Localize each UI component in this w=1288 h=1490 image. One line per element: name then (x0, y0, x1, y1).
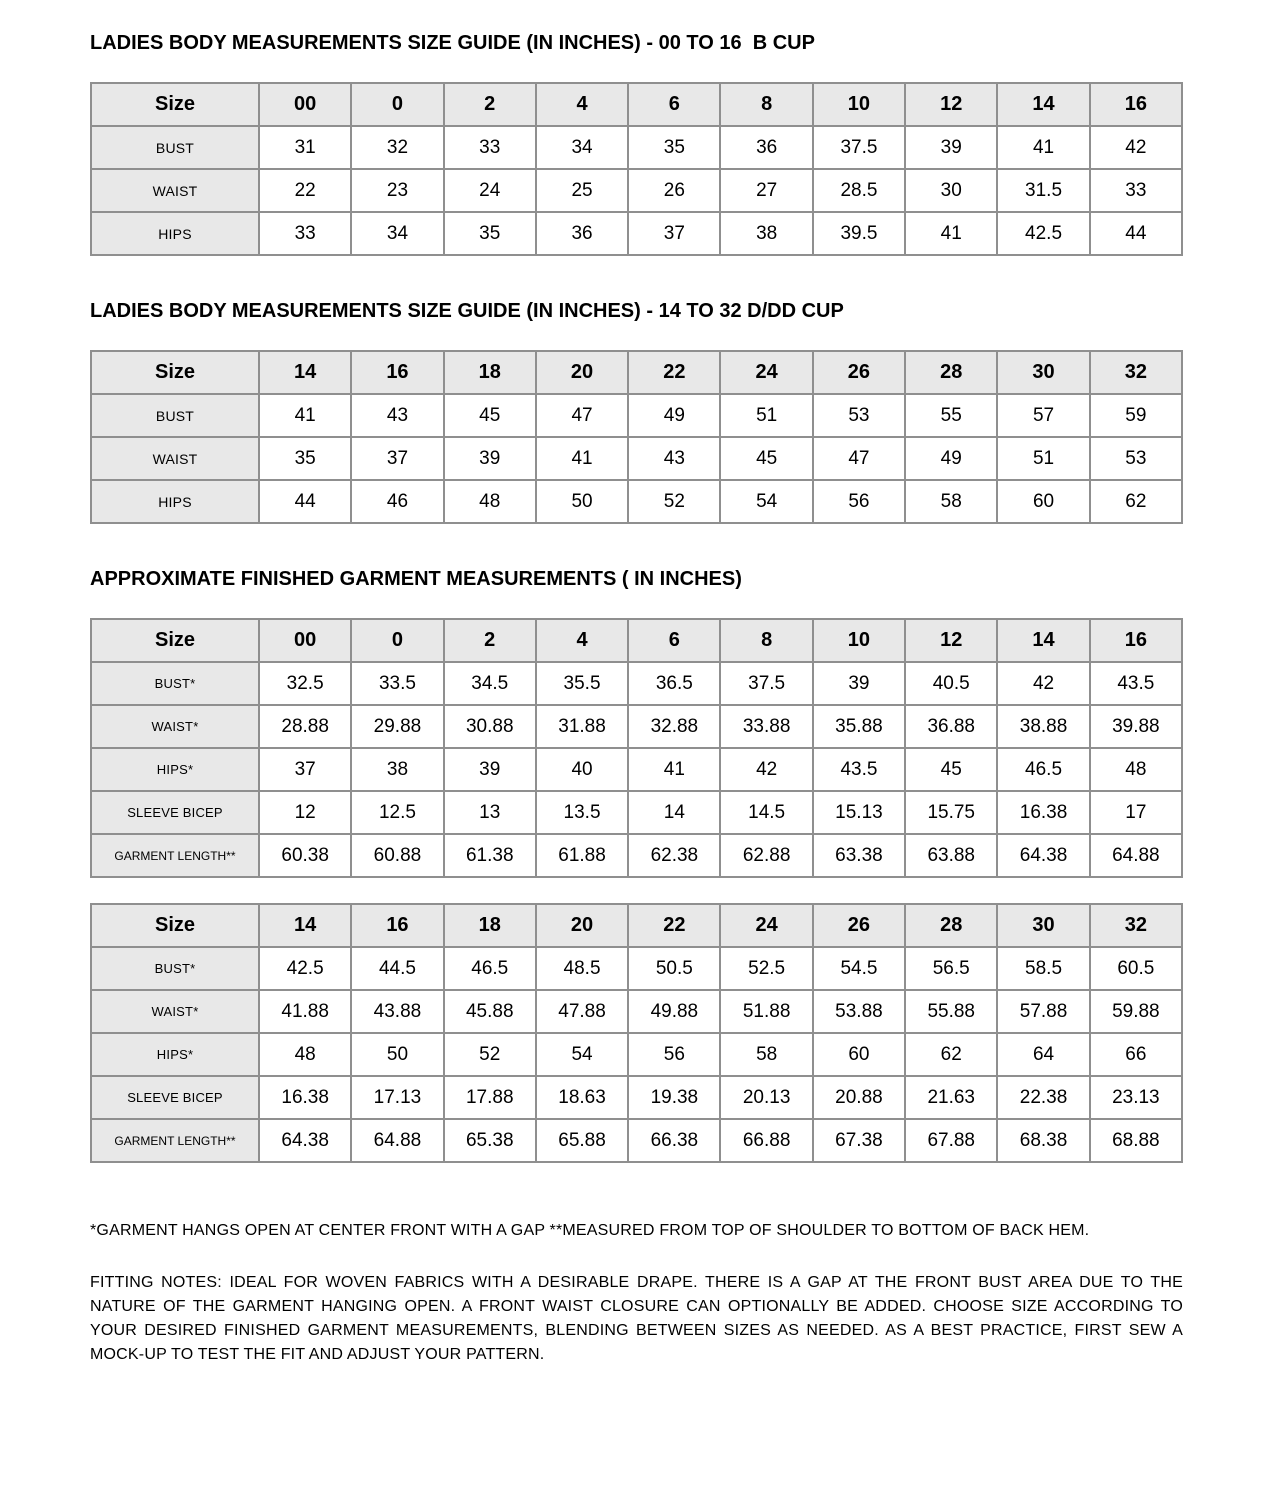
measurement-value-cell: 14 (628, 791, 720, 834)
measurement-value-cell: 36.5 (628, 662, 720, 705)
size-column-header: 22 (628, 904, 720, 947)
measurement-row (91, 834, 1182, 877)
measurement-value-cell: 22 (259, 169, 351, 212)
measurement-value-cell: 42.5 (997, 212, 1089, 255)
measurement-row-label: WAIST (91, 169, 259, 212)
size-column-header: 4 (536, 619, 628, 662)
size-column-header: 14 (997, 83, 1089, 126)
size-column-header: 24 (720, 351, 812, 394)
measurement-value-cell: 56.5 (905, 947, 997, 990)
measurement-value-cell: 57.88 (997, 990, 1089, 1033)
measurement-value-cell: 39.88 (1090, 705, 1182, 748)
measurement-value-cell: 16.38 (997, 791, 1089, 834)
measurement-value-cell: 50.5 (628, 947, 720, 990)
size-column-header: 00 (259, 83, 351, 126)
size-column-header: 8 (720, 619, 812, 662)
title-body-measurements-d-dd-cup: LADIES BODY MEASUREMENTS SIZE GUIDE (IN INCHES) - 14 TO 32 D/DD CUP (90, 300, 844, 322)
measurement-value-cell: 36 (536, 212, 628, 255)
measurement-value-cell: 35 (628, 126, 720, 169)
measurement-value-cell: 52 (444, 1033, 536, 1076)
measurement-value-cell: 55.88 (905, 990, 997, 1033)
measurement-value-cell: 20.13 (720, 1076, 812, 1119)
measurement-value-cell: 50 (536, 480, 628, 523)
measurement-value-cell: 48.5 (536, 947, 628, 990)
measurement-value-cell: 56 (813, 480, 905, 523)
size-column-header: 26 (813, 351, 905, 394)
size-column-header: 14 (997, 619, 1089, 662)
measurement-value-cell: 17 (1090, 791, 1182, 834)
measurement-value-cell: 68.38 (997, 1119, 1089, 1162)
size-column-header: 16 (351, 351, 443, 394)
measurement-value-cell: 33 (259, 212, 351, 255)
measurement-value-cell: 26 (628, 169, 720, 212)
measurement-value-cell: 12 (259, 791, 351, 834)
measurement-value-cell: 53.88 (813, 990, 905, 1033)
measurement-value-cell: 24 (444, 169, 536, 212)
measurement-value-cell: 38 (720, 212, 812, 255)
size-column-header: 32 (1090, 904, 1182, 947)
measurement-row-label: SLEEVE BICEP (91, 1076, 259, 1119)
measurement-value-cell: 43 (628, 437, 720, 480)
size-column-header: 2 (444, 619, 536, 662)
measurement-value-cell: 43.5 (813, 748, 905, 791)
measurement-value-cell: 13.5 (536, 791, 628, 834)
measurement-value-cell: 41 (997, 126, 1089, 169)
measurement-row-label: SLEEVE BICEP (91, 791, 259, 834)
size-column-header: 6 (628, 619, 720, 662)
measurement-value-cell: 32.5 (259, 662, 351, 705)
measurement-value-cell: 43.88 (351, 990, 443, 1033)
measurement-row (91, 480, 1182, 523)
measurement-value-cell: 17.88 (444, 1076, 536, 1119)
measurement-value-cell: 52.5 (720, 947, 812, 990)
measurement-value-cell: 47 (813, 437, 905, 480)
measurement-value-cell: 68.88 (1090, 1119, 1182, 1162)
measurement-value-cell: 53 (1090, 437, 1182, 480)
measurement-value-cell: 63.88 (905, 834, 997, 877)
measurement-value-cell: 58 (720, 1033, 812, 1076)
measurement-value-cell: 46 (351, 480, 443, 523)
measurement-value-cell: 41 (628, 748, 720, 791)
measurement-value-cell: 62.38 (628, 834, 720, 877)
size-column-header: 18 (444, 351, 536, 394)
measurement-value-cell: 32.88 (628, 705, 720, 748)
measurement-row (91, 437, 1182, 480)
measurement-value-cell: 46.5 (997, 748, 1089, 791)
measurement-value-cell: 58 (905, 480, 997, 523)
title-finished-garment-measurements: APPROXIMATE FINISHED GARMENT MEASUREMENTS ( IN INCHES) (90, 568, 742, 590)
measurement-row-label: WAIST* (91, 990, 259, 1033)
size-column-header: 26 (813, 904, 905, 947)
measurement-value-cell: 60.38 (259, 834, 351, 877)
fitting-notes: FITTING NOTES: IDEAL FOR WOVEN FABRICS WITH A DESIRABLE DRAPE. THERE IS A GAP AT THE FRONT BUST AREA DUE TO THE NATURE OF THE GARMENT HANGING OPEN. A FRONT WAIST CLOSURE CAN OPTIONALLY BE ADDED. CHOOSE SIZE ACCORDING TO YOUR DESIRED FINISHED GARMENT MEASUREMENTS, BLENDING BETWEEN SIZES AS NEEDED. AS A BEST PRACTICE, FIRST SEW A MOCK-UP TO TEST THE FIT AND ADJUST YOUR PATTERN. (90, 1274, 1183, 1363)
measurement-row (91, 394, 1182, 437)
measurement-value-cell: 38.88 (997, 705, 1089, 748)
size-column-header: 4 (536, 83, 628, 126)
measurement-value-cell: 61.38 (444, 834, 536, 877)
measurement-value-cell: 29.88 (351, 705, 443, 748)
measurement-value-cell: 64 (997, 1033, 1089, 1076)
measurement-value-cell: 34 (536, 126, 628, 169)
size-column-header: 10 (813, 619, 905, 662)
measurement-value-cell: 19.38 (628, 1076, 720, 1119)
size-header-row (91, 904, 1182, 947)
measurement-row-label: HIPS* (91, 748, 259, 791)
measurement-value-cell: 15.13 (813, 791, 905, 834)
measurement-row-label: HIPS (91, 480, 259, 523)
measurement-value-cell: 40 (536, 748, 628, 791)
size-column-header: 32 (1090, 351, 1182, 394)
measurement-value-cell: 25 (536, 169, 628, 212)
garment-measurement-footnote: *GARMENT HANGS OPEN AT CENTER FRONT WITH A GAP **MEASURED FROM TOP OF SHOULDER TO BOTTOM OF BACK HEM. (90, 1222, 1090, 1239)
size-column-header: 16 (351, 904, 443, 947)
measurement-row (91, 662, 1182, 705)
measurement-value-cell: 53 (813, 394, 905, 437)
measurement-value-cell: 42 (997, 662, 1089, 705)
measurement-value-cell: 20.88 (813, 1076, 905, 1119)
measurement-value-cell: 31.88 (536, 705, 628, 748)
measurement-value-cell: 27 (720, 169, 812, 212)
measurement-value-cell: 33.5 (351, 662, 443, 705)
measurement-row-label: WAIST (91, 437, 259, 480)
measurement-value-cell: 64.88 (351, 1119, 443, 1162)
measurement-value-cell: 28.5 (813, 169, 905, 212)
size-column-header: 22 (628, 351, 720, 394)
measurement-value-cell: 55 (905, 394, 997, 437)
measurement-value-cell: 42 (1090, 126, 1182, 169)
measurement-value-cell: 66.88 (720, 1119, 812, 1162)
measurement-value-cell: 64.38 (259, 1119, 351, 1162)
measurement-value-cell: 37.5 (813, 126, 905, 169)
size-corner-header: Size (91, 351, 259, 394)
size-corner-header: Size (91, 83, 259, 126)
size-column-header: 28 (905, 904, 997, 947)
measurement-value-cell: 42.5 (259, 947, 351, 990)
measurement-value-cell: 60.5 (1090, 947, 1182, 990)
size-column-header: 00 (259, 619, 351, 662)
measurement-value-cell: 56 (628, 1033, 720, 1076)
measurement-value-cell: 35.88 (813, 705, 905, 748)
measurement-value-cell: 66.38 (628, 1119, 720, 1162)
title-body-measurements-b-cup: LADIES BODY MEASUREMENTS SIZE GUIDE (IN INCHES) - 00 TO 16 B CUP (90, 32, 815, 54)
size-column-header: 18 (444, 904, 536, 947)
measurement-value-cell: 31.5 (997, 169, 1089, 212)
finished-garment-table-14-32 (90, 903, 1183, 1163)
measurement-value-cell: 31 (259, 126, 351, 169)
measurement-value-cell: 35 (259, 437, 351, 480)
measurement-value-cell: 39 (444, 748, 536, 791)
measurement-value-cell: 54.5 (813, 947, 905, 990)
size-column-header: 14 (259, 351, 351, 394)
measurement-value-cell: 58.5 (997, 947, 1089, 990)
measurement-value-cell: 48 (1090, 748, 1182, 791)
size-column-header: 10 (813, 83, 905, 126)
measurement-value-cell: 45.88 (444, 990, 536, 1033)
measurement-value-cell: 18.63 (536, 1076, 628, 1119)
measurement-value-cell: 37 (259, 748, 351, 791)
measurement-row (91, 1033, 1182, 1076)
size-column-header: 20 (536, 351, 628, 394)
measurement-row-label: BUST* (91, 662, 259, 705)
size-column-header: 24 (720, 904, 812, 947)
measurement-value-cell: 45 (720, 437, 812, 480)
measurement-value-cell: 37.5 (720, 662, 812, 705)
measurement-value-cell: 64.88 (1090, 834, 1182, 877)
measurement-value-cell: 34 (351, 212, 443, 255)
measurement-value-cell: 17.13 (351, 1076, 443, 1119)
measurement-value-cell: 34.5 (444, 662, 536, 705)
measurement-value-cell: 35 (444, 212, 536, 255)
measurement-value-cell: 51.88 (720, 990, 812, 1033)
measurement-value-cell: 39 (813, 662, 905, 705)
measurement-value-cell: 36 (720, 126, 812, 169)
measurement-value-cell: 37 (628, 212, 720, 255)
measurement-value-cell: 44 (259, 480, 351, 523)
measurement-value-cell: 54 (536, 1033, 628, 1076)
measurement-value-cell: 45 (905, 748, 997, 791)
measurement-value-cell: 47.88 (536, 990, 628, 1033)
measurement-value-cell: 39 (905, 126, 997, 169)
measurement-value-cell: 48 (259, 1033, 351, 1076)
measurement-value-cell: 50 (351, 1033, 443, 1076)
measurement-value-cell: 38 (351, 748, 443, 791)
measurement-row (91, 947, 1182, 990)
measurement-row (91, 990, 1182, 1033)
measurement-value-cell: 21.63 (905, 1076, 997, 1119)
measurement-value-cell: 40.5 (905, 662, 997, 705)
measurement-value-cell: 23.13 (1090, 1076, 1182, 1119)
measurement-row (91, 705, 1182, 748)
measurement-row-label: BUST (91, 394, 259, 437)
measurement-value-cell: 60 (813, 1033, 905, 1076)
measurement-value-cell: 41.88 (259, 990, 351, 1033)
size-header-row (91, 351, 1182, 394)
size-column-header: 14 (259, 904, 351, 947)
size-column-header: 12 (905, 83, 997, 126)
measurement-value-cell: 14.5 (720, 791, 812, 834)
measurement-value-cell: 64.38 (997, 834, 1089, 877)
measurement-value-cell: 36.88 (905, 705, 997, 748)
size-header-row (91, 619, 1182, 662)
measurement-row-label: GARMENT LENGTH** (91, 834, 259, 877)
measurement-value-cell: 39 (444, 437, 536, 480)
measurement-value-cell: 60 (997, 480, 1089, 523)
measurement-row (91, 791, 1182, 834)
size-column-header: 0 (351, 83, 443, 126)
measurement-value-cell: 45 (444, 394, 536, 437)
measurement-row (91, 1119, 1182, 1162)
measurement-value-cell: 60.88 (351, 834, 443, 877)
measurement-value-cell: 48 (444, 480, 536, 523)
measurement-row-label: GARMENT LENGTH** (91, 1119, 259, 1162)
measurement-row (91, 1076, 1182, 1119)
measurement-value-cell: 51 (720, 394, 812, 437)
measurement-row-label: HIPS* (91, 1033, 259, 1076)
size-column-header: 2 (444, 83, 536, 126)
measurement-row (91, 169, 1182, 212)
measurement-value-cell: 65.88 (536, 1119, 628, 1162)
size-column-header: 8 (720, 83, 812, 126)
measurement-value-cell: 49.88 (628, 990, 720, 1033)
measurement-value-cell: 59.88 (1090, 990, 1182, 1033)
measurement-value-cell: 43.5 (1090, 662, 1182, 705)
measurement-value-cell: 22.38 (997, 1076, 1089, 1119)
measurement-value-cell: 37 (351, 437, 443, 480)
measurement-value-cell: 42 (720, 748, 812, 791)
size-header-row (91, 83, 1182, 126)
measurement-row-label: HIPS (91, 212, 259, 255)
measurement-value-cell: 65.38 (444, 1119, 536, 1162)
measurement-value-cell: 28.88 (259, 705, 351, 748)
size-column-header: 12 (905, 619, 997, 662)
measurement-value-cell: 33.88 (720, 705, 812, 748)
measurement-value-cell: 66 (1090, 1033, 1182, 1076)
body-measurements-b-cup-table (90, 82, 1183, 256)
measurement-row (91, 212, 1182, 255)
measurement-value-cell: 44 (1090, 212, 1182, 255)
size-corner-header: Size (91, 619, 259, 662)
measurement-value-cell: 49 (905, 437, 997, 480)
measurement-value-cell: 39.5 (813, 212, 905, 255)
measurement-value-cell: 41 (905, 212, 997, 255)
measurement-value-cell: 41 (259, 394, 351, 437)
measurement-row-label: WAIST* (91, 705, 259, 748)
size-column-header: 30 (997, 351, 1089, 394)
measurement-value-cell: 32 (351, 126, 443, 169)
measurement-value-cell: 54 (720, 480, 812, 523)
measurement-value-cell: 49 (628, 394, 720, 437)
size-column-header: 16 (1090, 83, 1182, 126)
size-column-header: 16 (1090, 619, 1182, 662)
measurement-value-cell: 57 (997, 394, 1089, 437)
measurement-row (91, 748, 1182, 791)
measurement-value-cell: 59 (1090, 394, 1182, 437)
finished-garment-table-00-16 (90, 618, 1183, 878)
measurement-value-cell: 30.88 (444, 705, 536, 748)
measurement-value-cell: 13 (444, 791, 536, 834)
measurement-value-cell: 35.5 (536, 662, 628, 705)
measurement-row-label: BUST (91, 126, 259, 169)
measurement-row-label: BUST* (91, 947, 259, 990)
measurement-value-cell: 51 (997, 437, 1089, 480)
size-column-header: 20 (536, 904, 628, 947)
measurement-value-cell: 52 (628, 480, 720, 523)
measurement-value-cell: 67.38 (813, 1119, 905, 1162)
measurement-value-cell: 33 (1090, 169, 1182, 212)
measurement-value-cell: 30 (905, 169, 997, 212)
size-column-header: 30 (997, 904, 1089, 947)
measurement-value-cell: 23 (351, 169, 443, 212)
measurement-value-cell: 43 (351, 394, 443, 437)
measurement-value-cell: 67.88 (905, 1119, 997, 1162)
measurement-row (91, 126, 1182, 169)
measurement-value-cell: 47 (536, 394, 628, 437)
size-column-header: 6 (628, 83, 720, 126)
measurement-value-cell: 62.88 (720, 834, 812, 877)
size-corner-header: Size (91, 904, 259, 947)
measurement-value-cell: 44.5 (351, 947, 443, 990)
size-column-header: 0 (351, 619, 443, 662)
measurement-value-cell: 33 (444, 126, 536, 169)
measurement-value-cell: 62 (905, 1033, 997, 1076)
measurement-value-cell: 41 (536, 437, 628, 480)
measurement-value-cell: 62 (1090, 480, 1182, 523)
measurement-value-cell: 63.38 (813, 834, 905, 877)
measurement-value-cell: 15.75 (905, 791, 997, 834)
size-column-header: 28 (905, 351, 997, 394)
measurement-value-cell: 12.5 (351, 791, 443, 834)
measurement-value-cell: 16.38 (259, 1076, 351, 1119)
body-measurements-d-dd-cup-table (90, 350, 1183, 524)
measurement-value-cell: 46.5 (444, 947, 536, 990)
measurement-value-cell: 61.88 (536, 834, 628, 877)
